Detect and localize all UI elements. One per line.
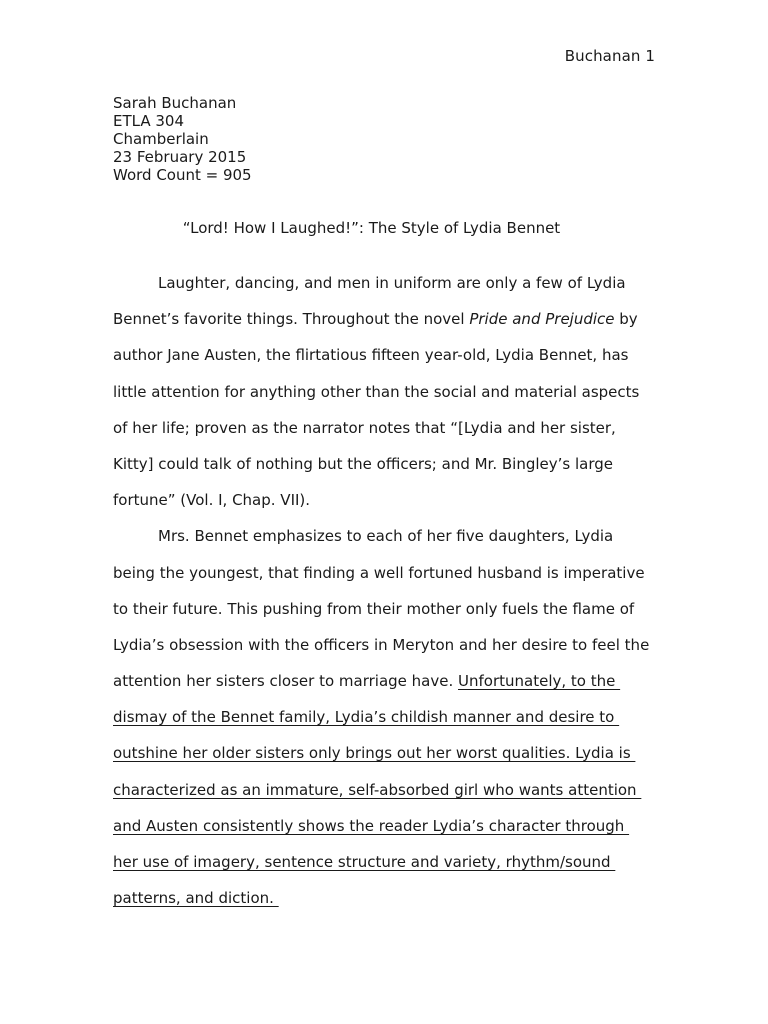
paragraph-2-line	[113, 880, 673, 916]
paragraph-1-line: author Jane Austen, the flirtatious fifteen year-old, Lydia Bennet, has	[113, 346, 629, 365]
author-name: Sarah Buchanan	[113, 94, 237, 112]
thesis-underlined: outshine her older sisters only brings out her worst qualities. Lydia is	[113, 744, 636, 763]
thesis-underlined: her use of imagery, sentence structure and variety, rhythm/sound	[113, 853, 616, 871]
thesis-underlined: and Austen consistently shows the reader Lydia’s character through	[113, 816, 630, 835]
instructor-name: Chamberlain	[113, 130, 209, 148]
paragraph-2-line	[113, 663, 673, 699]
paragraph-2-line	[113, 772, 673, 808]
thesis-underlined: characterized as an immature, self-absorbed girl who wants attention	[113, 780, 642, 799]
essay-title: “Lord! How I Laughed!”: The Style of Lydia Bennet	[182, 219, 561, 237]
running-head: Buchanan 1	[564, 47, 655, 65]
thesis-underlined: patterns, and diction.	[113, 889, 279, 908]
paragraph-1-line	[113, 301, 673, 337]
text-run: attention her sisters closer to marriage have.	[113, 672, 459, 691]
paragraph-1-line: fortune” (Vol. I, Chap. VII).	[113, 491, 311, 510]
thesis-underlined: Unfortunately, to the	[458, 672, 621, 691]
paragraph-1-line: little attention for anything other than the social and material aspects	[113, 382, 640, 401]
paragraph-1-line: Kitty] could talk of nothing but the officers; and Mr. Bingley’s large	[113, 454, 614, 473]
text-run: Bennet’s favorite things. Throughout the novel	[113, 310, 470, 329]
paragraph-2-line: Mrs. Bennet emphasizes to each of her five daughters, Lydia	[158, 527, 614, 546]
paragraph-2-line: being the youngest, that finding a well fortuned husband is imperative	[113, 563, 645, 582]
submission-date: 23 February 2015	[113, 148, 247, 166]
text-run: by	[614, 310, 638, 329]
paragraph-1-line: Laughter, dancing, and men in uniform are only a few of Lydia	[158, 274, 626, 292]
thesis-underlined: dismay of the Bennet family, Lydia’s childish manner and desire to	[113, 708, 620, 727]
paragraph-2-line	[113, 699, 673, 735]
novel-title-italic: Pride and Prejudice	[469, 310, 615, 329]
mla-heading	[113, 94, 252, 184]
course-name: ETLA 304	[113, 112, 185, 130]
paragraph-2-line	[113, 735, 673, 771]
essay-body	[113, 265, 673, 916]
paragraph-2-line: to their future. This pushing from their mother only fuels the flame of	[113, 599, 635, 618]
paragraph-2-line	[113, 844, 673, 880]
paragraph-2-line	[113, 808, 673, 844]
paragraph-2-line: Lydia’s obsession with the officers in Meryton and her desire to feel the	[113, 635, 650, 654]
paragraph-1-line: of her life; proven as the narrator notes that “[Lydia and her sister,	[113, 418, 616, 437]
word-count: Word Count = 905	[113, 166, 252, 184]
